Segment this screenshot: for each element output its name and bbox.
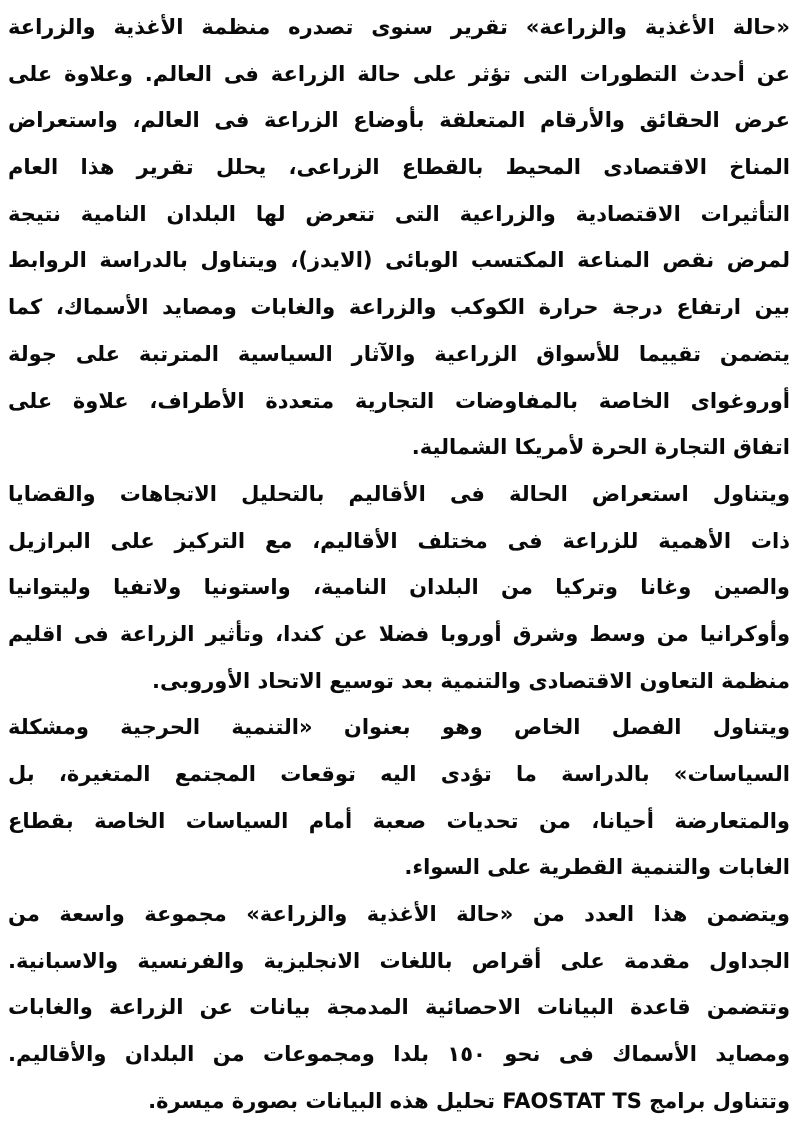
text-line: والمتعارضة أحيانا، من تحديات صعبة أمام السياسات الخاصة بقطاع bbox=[8, 808, 790, 833]
text-line: المناخ الاقتصادى المحيط بالقطاع الزراعى، يحلل تقرير هذا العام bbox=[8, 155, 790, 180]
paragraph-statistics bbox=[8, 891, 790, 1124]
text-line: ذات الأهمية للزراعة فى مختلف الأقاليم، مع التركيز على البرازيل bbox=[8, 528, 790, 553]
text-line: «حالة الأغذية والزراعة» تقرير سنوى تصدره منظمة الأغذية والزراعة bbox=[8, 15, 790, 39]
text-line: وتتضمن قاعدة البيانات الاحصائية المدمجة بيانات عن الزراعة والغابات bbox=[8, 995, 790, 1020]
text-line: ومصايد الأسماك فى نحو ١٥٠ بلدا ومجموعات من البلدان والأقاليم. bbox=[8, 1042, 790, 1067]
text-line: التأثيرات الاقتصادية والزراعية التى تتعرض لها البلدان النامية نتيجة bbox=[8, 201, 790, 226]
text-line: ويتناول الفصل الخاص وهو بعنوان «التنمية الحرجية ومشكلة bbox=[8, 715, 790, 740]
text-line: بين ارتفاع درجة حرارة الكوكب والزراعة والغابات ومصايد الأسماك، كما bbox=[8, 295, 790, 320]
text-line: اتفاق التجارة الحرة لأمريكا الشمالية. bbox=[411, 435, 790, 460]
text-line: والصين وغانا وتركيا من البلدان النامية، واستونيا ولاتفيا وليتوانيا bbox=[8, 575, 790, 600]
text-line: عرض الحقائق والأرقام المتعلقة بأوضاع الزراعة فى العالم، واستعراض bbox=[8, 108, 790, 133]
text-line: ويتناول استعراض الحالة فى الأقاليم بالتحليل الاتجاهات والقضايا bbox=[8, 481, 790, 506]
text-line: يتضمن تقييما للأسواق الزراعية والآثار السياسية المترتبة على جولة bbox=[8, 341, 790, 366]
text-line: السياسات» بالدراسة ما تؤدى اليه توقعات المجتمع المتغيرة، بل bbox=[8, 762, 790, 786]
text-line: لمرض نقص المناعة المكتسب الوبائى (الايدز)، ويتناول بالدراسة الروابط bbox=[8, 248, 790, 273]
text-line: الغابات والتنمية القطرية على السواء. bbox=[404, 855, 790, 880]
text-line: ويتضمن هذا العدد من «حالة الأغذية والزراعة» مجموعة واسعة من bbox=[8, 902, 790, 927]
text-line: الجداول مقدمة على أقراص باللغات الانجليزية والفرنسية والاسبانية. bbox=[8, 948, 790, 973]
text-line: وتتناول برامج FAOSTAT TS تحليل هذه البيانات بصورة ميسرة. bbox=[148, 1088, 790, 1113]
paragraph-special-chapter bbox=[8, 704, 790, 891]
text-line: وأوكرانيا من وسط وشرق أوروبا فضلا عن كندا، وتأثير الزراعة فى اقليم bbox=[8, 621, 790, 646]
text-line: منظمة التعاون الاقتصادى والتنمية بعد توسيع الاتحاد الأوروبى. bbox=[152, 668, 790, 693]
paragraph-intro bbox=[8, 4, 790, 471]
paragraph-regional-review bbox=[8, 471, 790, 704]
text-line: عن أحدث التطورات التى تؤثر على حالة الزراعة فى العالم. وعلاوة على bbox=[8, 61, 790, 86]
text-line: أوروغواى الخاصة بالمفاوضات التجارية متعددة الأطراف، علاوة على bbox=[8, 388, 790, 413]
